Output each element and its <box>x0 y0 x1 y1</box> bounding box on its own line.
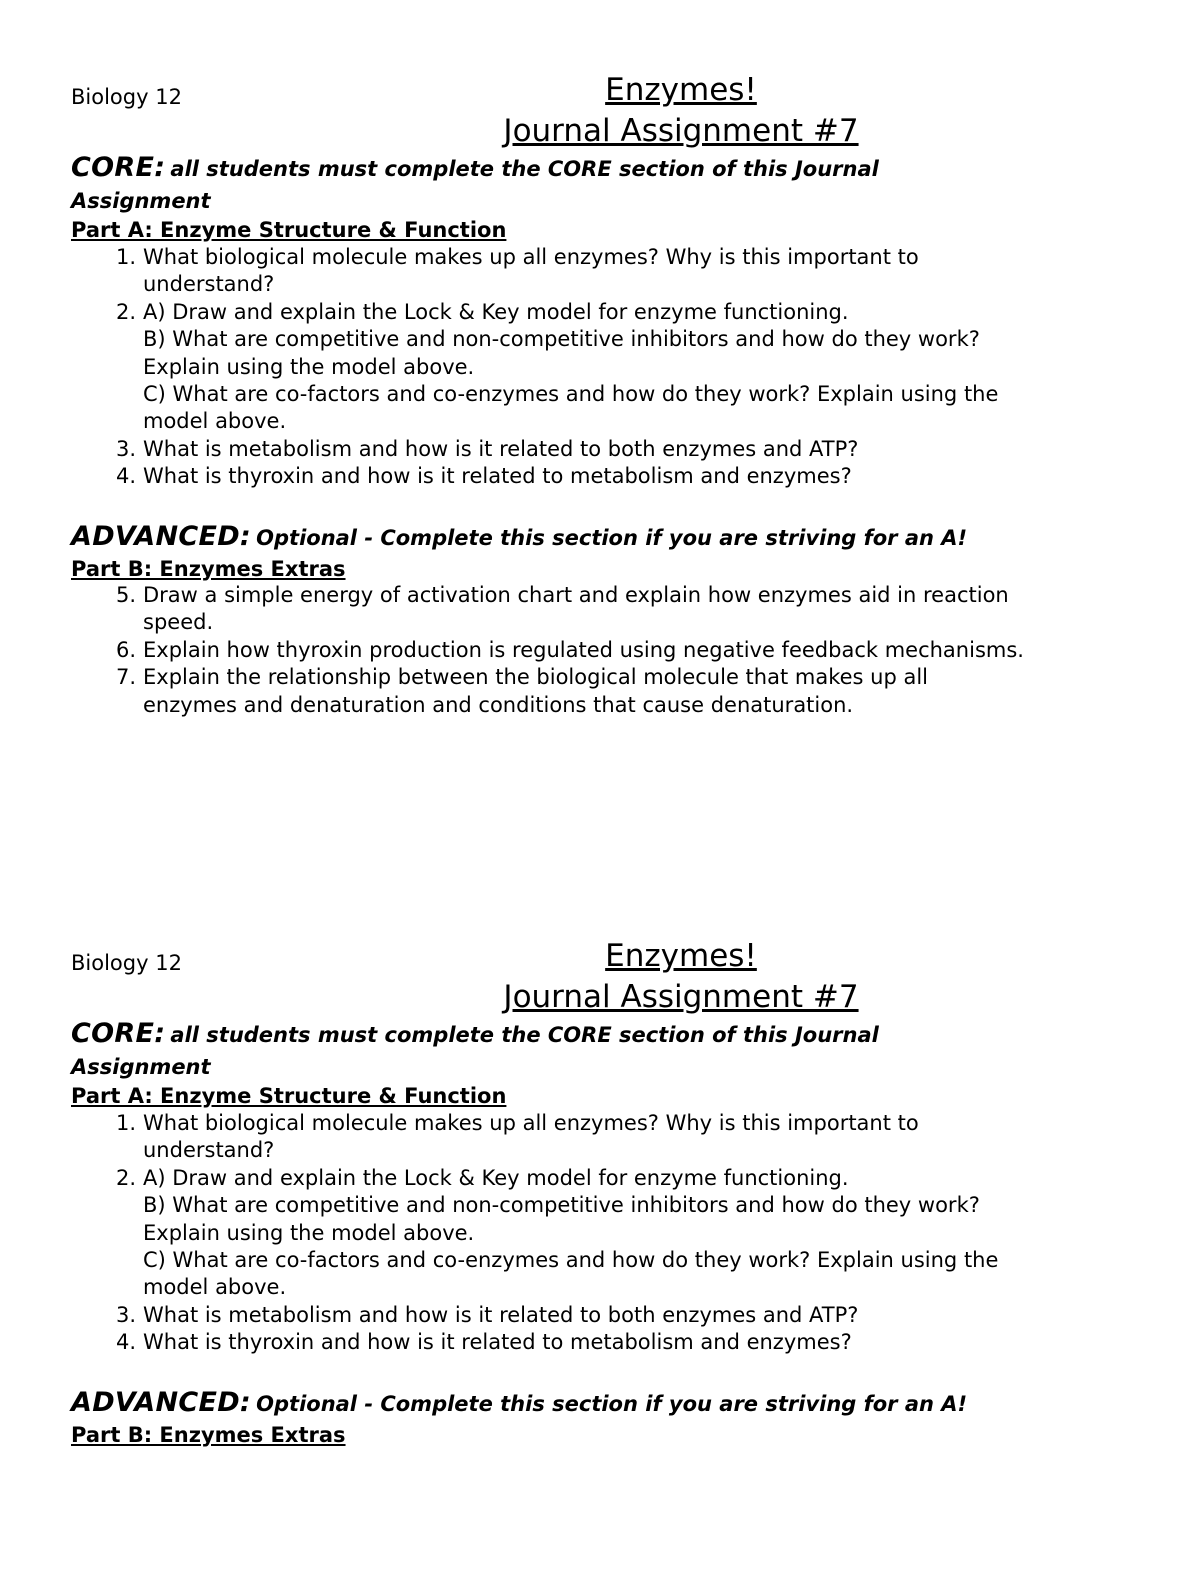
advanced-instructions: Optional - Complete this section if you are striving for an A! <box>256 526 968 550</box>
part-a-heading: Part A: Enzyme Structure & Function <box>71 1084 507 1108</box>
core-instructions-continued: Assignment <box>71 189 211 213</box>
question-text-line: Explain the relationship between the biological molecule that makes up all <box>143 665 928 690</box>
question-item <box>0 582 1143 637</box>
question-text-line: B) What are competitive and non-competitive inhibitors and how do they work? <box>143 327 980 352</box>
question-text-line: What is thyroxin and how is it related to metabolism and enzymes? <box>143 464 852 489</box>
advanced-intro <box>71 518 967 559</box>
question-item <box>0 463 1143 490</box>
part-a-heading: Part A: Enzyme Structure & Function <box>71 218 507 242</box>
core-intro <box>71 1019 1071 1084</box>
advanced-intro <box>71 1384 967 1425</box>
question-text-line: B) What are competitive and non-competitive inhibitors and how do they work? <box>143 1193 980 1218</box>
question-text-line: A) Draw and explain the Lock & Key model for enzyme functioning. <box>143 1165 849 1190</box>
question-number: 4. <box>115 464 136 489</box>
question-text-line: A) Draw and explain the Lock & Key model for enzyme functioning. <box>143 299 849 324</box>
question-text-line: Explain using the model above. <box>143 354 475 379</box>
question-number: 3. <box>115 436 136 461</box>
question-item <box>0 244 1143 299</box>
question-text-line: model above. <box>143 1275 287 1300</box>
advanced-instructions: Optional - Complete this section if you are striving for an A! <box>256 1392 968 1416</box>
question-number: 1. <box>115 1111 136 1135</box>
part-a-question-list <box>0 244 1200 491</box>
question-number: 4. <box>115 1330 136 1355</box>
core-instructions: all students must complete the CORE section of this Journal <box>170 1023 879 1047</box>
question-item <box>0 1165 1143 1302</box>
worksheet-title: Enzymes! <box>605 72 757 108</box>
worksheet-subtitle: Journal Assignment #7 <box>503 113 859 149</box>
question-number: 3. <box>115 1302 136 1327</box>
core-label: CORE: <box>71 152 166 183</box>
question-text-line: What is thyroxin and how is it related to metabolism and enzymes? <box>143 1330 852 1355</box>
question-text-line: enzymes and denaturation and conditions that cause denaturation. <box>143 692 854 717</box>
question-item <box>0 299 1143 436</box>
question-item <box>0 436 1143 463</box>
question-text-line: Draw a simple energy of activation chart and explain how enzymes aid in reaction <box>143 583 1009 607</box>
core-label: CORE: <box>71 1018 166 1049</box>
question-text-line: understand? <box>143 272 275 297</box>
worksheet-copy-1 <box>0 68 1200 728</box>
part-b-heading: Part B: Enzymes Extras <box>71 1423 346 1447</box>
core-instructions-continued: Assignment <box>71 1055 211 1079</box>
question-text-line: model above. <box>143 409 287 434</box>
course-label: Biology 12 <box>71 85 182 109</box>
question-number: 1. <box>115 245 136 269</box>
question-text-line: C) What are co-factors and co-enzymes and how do they work? Explain using the <box>143 1248 999 1273</box>
question-number: 6. <box>115 637 136 662</box>
question-text-line: Explain using the model above. <box>143 1220 475 1245</box>
advanced-label: ADVANCED: <box>71 1387 252 1418</box>
question-text-line: speed. <box>143 610 214 635</box>
question-item <box>0 1329 1143 1356</box>
question-text-line: What biological molecule makes up all enzymes? Why is this important to <box>143 245 919 269</box>
question-text-line: understand? <box>143 1138 275 1163</box>
part-b-question-list <box>0 582 1200 719</box>
worksheet-copy-2 <box>0 934 1200 1594</box>
question-text-line: What is metabolism and how is it related to both enzymes and ATP? <box>143 436 859 461</box>
question-text-line: Explain how thyroxin production is regulated using negative feedback mechanisms. <box>143 637 1024 662</box>
question-item <box>0 1110 1143 1165</box>
worksheet-subtitle: Journal Assignment #7 <box>503 979 859 1015</box>
question-text-line: What is metabolism and how is it related to both enzymes and ATP? <box>143 1302 859 1327</box>
question-item <box>0 637 1143 664</box>
advanced-label: ADVANCED: <box>71 521 252 552</box>
question-number: 7. <box>115 665 136 690</box>
worksheet-title: Enzymes! <box>605 938 757 974</box>
question-number: 2. <box>115 1165 136 1190</box>
course-label: Biology 12 <box>71 951 182 975</box>
question-number: 2. <box>115 299 136 324</box>
core-instructions: all students must complete the CORE section of this Journal <box>170 157 879 181</box>
part-a-question-list <box>0 1110 1200 1357</box>
question-text-line: C) What are co-factors and co-enzymes and how do they work? Explain using the <box>143 382 999 407</box>
core-intro <box>71 153 1071 218</box>
question-number: 5. <box>115 583 136 607</box>
question-text-line: What biological molecule makes up all enzymes? Why is this important to <box>143 1111 919 1135</box>
question-item <box>0 664 1143 719</box>
question-item <box>0 1302 1143 1329</box>
part-b-heading: Part B: Enzymes Extras <box>71 557 346 581</box>
